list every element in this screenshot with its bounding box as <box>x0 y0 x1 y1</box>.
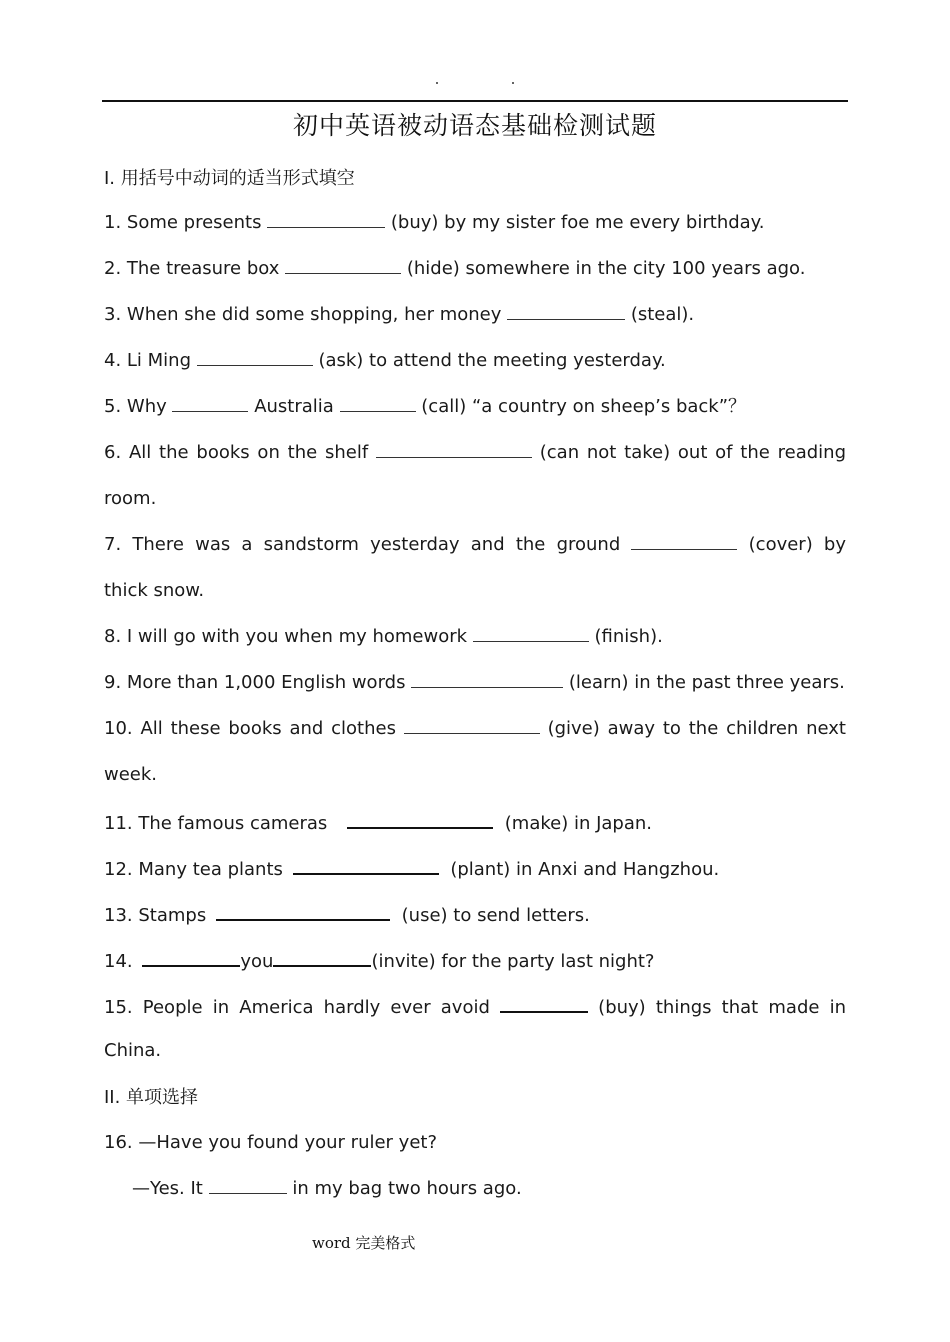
answer-blank[interactable] <box>142 947 240 967</box>
header-dots <box>0 82 950 96</box>
page-footer: word 完美格式 <box>312 1234 416 1252</box>
answer-blank[interactable] <box>473 625 589 642</box>
question-9: 9. More than 1,000 English words (learn) in the past three years. <box>104 672 845 693</box>
answer-blank[interactable] <box>340 395 416 412</box>
question-6: 6. All the books on the shelf (can not take) out of the reading <box>104 442 846 463</box>
question-11: 11. The famous cameras (make) in Japan. <box>104 809 846 836</box>
answer-blank[interactable] <box>172 395 248 412</box>
answer-blank[interactable] <box>285 257 401 274</box>
header-rule <box>102 100 848 102</box>
answer-blank[interactable] <box>507 303 625 320</box>
answer-blank[interactable] <box>376 441 532 458</box>
question-16-answer-line: —Yes. It in my bag two hours ago. <box>132 1178 522 1199</box>
answer-blank[interactable] <box>347 809 493 829</box>
question-7-continued: thick snow. <box>104 580 205 601</box>
answer-blank[interactable] <box>197 349 313 366</box>
question-5: 5. Why Australia (call) “a country on sheep’s back”？ <box>104 396 747 417</box>
question-1: 1. Some presents (buy) by my sister foe me every birthday. <box>104 212 765 233</box>
answer-blank[interactable] <box>209 1177 287 1194</box>
question-7: 7. There was a sandstorm yesterday and the ground (cover) by <box>104 534 846 555</box>
page-title: 初中英语被动语态基础检测试题 <box>292 111 657 140</box>
answer-blank[interactable] <box>411 671 563 688</box>
question-13: 13. Stamps (use) to send letters. <box>104 901 846 928</box>
question-15-continued: China. <box>104 1040 162 1061</box>
question-4: 4. Li Ming (ask) to attend the meeting yesterday. <box>104 350 666 371</box>
answer-blank[interactable] <box>216 901 390 921</box>
answer-blank[interactable] <box>404 717 540 734</box>
header-dot <box>436 82 438 84</box>
question-15: 15. People in America hardly ever avoid (buy) things that made in <box>104 993 846 1020</box>
question-6-continued: room. <box>104 488 157 509</box>
question-10-continued: week. <box>104 764 158 785</box>
question-3: 3. When she did some shopping, her money (steal). <box>104 304 695 325</box>
answer-blank[interactable] <box>293 855 439 875</box>
section-heading-2: II. 单项选择 <box>104 1087 199 1108</box>
question-2: 2. The treasure box (hide) somewhere in the city 100 years ago. <box>104 258 806 279</box>
answer-blank[interactable] <box>267 211 385 228</box>
question-8: 8. I will go with you when my homework (finish). <box>104 626 663 647</box>
header-dot <box>512 82 514 84</box>
question-12: 12. Many tea plants (plant) in Anxi and Hangzhou. <box>104 855 846 882</box>
answer-blank[interactable] <box>500 993 588 1013</box>
question-16: 16. —Have you found your ruler yet? <box>104 1132 438 1153</box>
answer-blank[interactable] <box>631 533 737 550</box>
answer-blank[interactable] <box>273 947 371 967</box>
section-heading-1: I. 用括号中动词的适当形式填空 <box>104 168 355 189</box>
question-10: 10. All these books and clothes (give) away to the children next <box>104 718 846 739</box>
question-14: 14. you (invite) for the party last night? <box>104 947 846 974</box>
